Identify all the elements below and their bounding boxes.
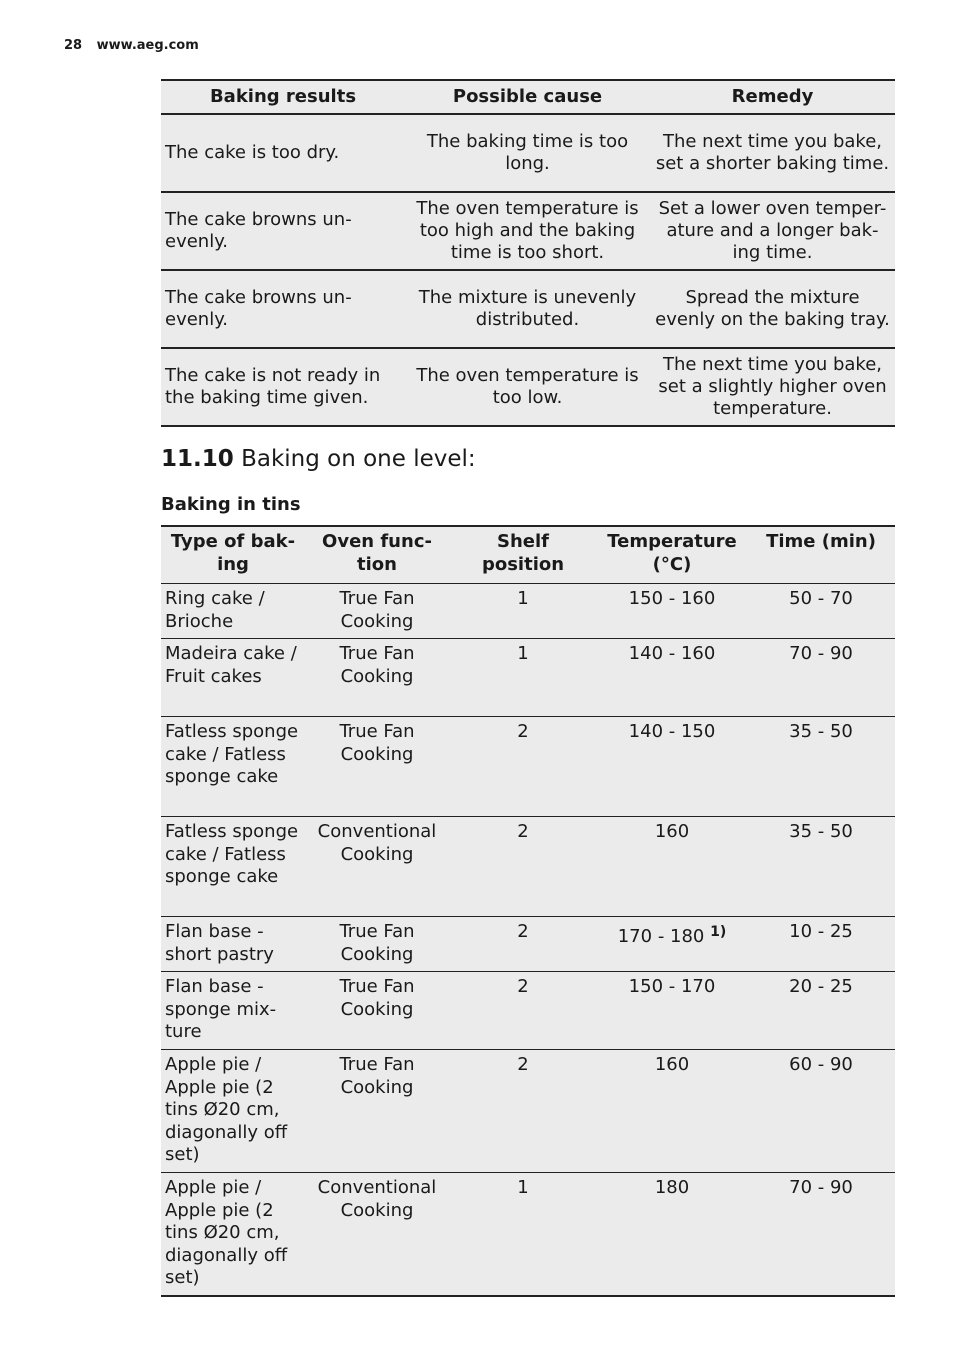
section-title: Baking on one level: bbox=[241, 446, 476, 472]
oven-function-cell: True Fan Cooking bbox=[305, 972, 449, 1050]
temperature-value: 140 - 150 bbox=[628, 721, 716, 742]
column-header: Type of bak-ing bbox=[161, 526, 305, 584]
baking-result-cell: The cake is too dry. bbox=[161, 114, 405, 192]
temperature-cell bbox=[597, 717, 747, 817]
table-header-row bbox=[161, 526, 895, 584]
table-row bbox=[161, 348, 895, 426]
table-header-row bbox=[161, 80, 895, 114]
subheading: Baking in tins bbox=[161, 494, 301, 515]
oven-function-cell: Conventional Cooking bbox=[305, 1173, 449, 1296]
temperature-value: 160 bbox=[654, 821, 690, 842]
table-row bbox=[161, 1050, 895, 1173]
table-row bbox=[161, 584, 895, 639]
table-row bbox=[161, 817, 895, 917]
column-header: Possible cause bbox=[405, 80, 650, 114]
table-row bbox=[161, 972, 895, 1050]
baking-type-cell: Apple pie / Apple pie (2 tins Ø20 cm, diagonally off set) bbox=[161, 1050, 305, 1173]
possible-cause-cell: The oven temperature is too high and the baking time is too short. bbox=[405, 192, 650, 270]
temperature-value: 160 bbox=[654, 1054, 690, 1075]
website-link[interactable]: www.aeg.com bbox=[96, 38, 199, 53]
baking-table bbox=[161, 525, 895, 1297]
column-header: Oven func-tion bbox=[305, 526, 449, 584]
shelf-position-cell: 2 bbox=[449, 817, 597, 917]
baking-result-cell: The cake browns un-evenly. bbox=[161, 192, 405, 270]
time-cell: 35 - 50 bbox=[747, 817, 895, 917]
table-row bbox=[161, 917, 895, 972]
temperature-cell bbox=[597, 1050, 747, 1173]
possible-cause-cell: The oven temperature is too low. bbox=[405, 348, 650, 426]
shelf-position-cell: 2 bbox=[449, 717, 597, 817]
baking-type-cell: Flan base - sponge mix-ture bbox=[161, 972, 305, 1050]
table-row bbox=[161, 1173, 895, 1296]
temperature-value: 140 - 160 bbox=[628, 643, 716, 664]
column-header: Remedy bbox=[650, 80, 895, 114]
column-header: Shelf position bbox=[449, 526, 597, 584]
time-cell: 35 - 50 bbox=[747, 717, 895, 817]
baking-type-cell: Madeira cake / Fruit cakes bbox=[161, 639, 305, 717]
shelf-position-cell: 1 bbox=[449, 639, 597, 717]
time-cell: 10 - 25 bbox=[747, 917, 895, 972]
baking-type-cell: Flan base - short pastry bbox=[161, 917, 305, 972]
remedy-cell: The next time you bake, set a slightly higher oven temperature. bbox=[650, 348, 895, 426]
time-cell: 20 - 25 bbox=[747, 972, 895, 1050]
baking-type-cell: Apple pie / Apple pie (2 tins Ø20 cm, diagonally off set) bbox=[161, 1173, 305, 1296]
temperature-cell bbox=[597, 917, 747, 972]
temperature-cell bbox=[597, 972, 747, 1050]
table-row bbox=[161, 270, 895, 348]
oven-function-cell: True Fan Cooking bbox=[305, 917, 449, 972]
baking-result-cell: The cake is not ready in the baking time given. bbox=[161, 348, 405, 426]
footnote-marker: 1) bbox=[710, 924, 727, 940]
possible-cause-cell: The mixture is unevenly distributed. bbox=[405, 270, 650, 348]
page-header bbox=[64, 38, 199, 53]
baking-type-cell: Fatless sponge cake / Fatless sponge cake bbox=[161, 817, 305, 917]
temperature-value: 170 - 180 bbox=[617, 926, 705, 947]
oven-function-cell: True Fan Cooking bbox=[305, 717, 449, 817]
table-row bbox=[161, 717, 895, 817]
section-number: 11.10 bbox=[161, 446, 234, 472]
time-cell: 70 - 90 bbox=[747, 1173, 895, 1296]
remedy-cell: Spread the mixture evenly on the baking tray. bbox=[650, 270, 895, 348]
shelf-position-cell: 2 bbox=[449, 917, 597, 972]
section-heading bbox=[161, 446, 476, 472]
temperature-cell bbox=[597, 639, 747, 717]
time-cell: 70 - 90 bbox=[747, 639, 895, 717]
baking-type-cell: Fatless sponge cake / Fatless sponge cake bbox=[161, 717, 305, 817]
shelf-position-cell: 1 bbox=[449, 1173, 597, 1296]
page-number: 28 bbox=[64, 38, 83, 53]
temperature-value: 180 bbox=[654, 1177, 690, 1198]
temperature-cell bbox=[597, 584, 747, 639]
possible-cause-cell: The baking time is too long. bbox=[405, 114, 650, 192]
time-cell: 50 - 70 bbox=[747, 584, 895, 639]
oven-function-cell: True Fan Cooking bbox=[305, 584, 449, 639]
column-header: Time (min) bbox=[747, 526, 895, 584]
table-row bbox=[161, 114, 895, 192]
table-row bbox=[161, 639, 895, 717]
oven-function-cell: True Fan Cooking bbox=[305, 1050, 449, 1173]
table-row bbox=[161, 192, 895, 270]
column-header: Temperature (°C) bbox=[597, 526, 747, 584]
troubleshooting-table bbox=[161, 79, 895, 427]
oven-function-cell: Conventional Cooking bbox=[305, 817, 449, 917]
remedy-cell: The next time you bake, set a shorter baking time. bbox=[650, 114, 895, 192]
remedy-cell: Set a lower oven temper-ature and a longer bak-ing time. bbox=[650, 192, 895, 270]
temperature-value: 150 - 170 bbox=[628, 976, 716, 997]
baking-type-cell: Ring cake / Brioche bbox=[161, 584, 305, 639]
temperature-cell bbox=[597, 817, 747, 917]
temperature-value: 150 - 160 bbox=[628, 588, 716, 609]
oven-function-cell: True Fan Cooking bbox=[305, 639, 449, 717]
shelf-position-cell: 2 bbox=[449, 972, 597, 1050]
time-cell: 60 - 90 bbox=[747, 1050, 895, 1173]
temperature-cell bbox=[597, 1173, 747, 1296]
shelf-position-cell: 2 bbox=[449, 1050, 597, 1173]
baking-result-cell: The cake browns un-evenly. bbox=[161, 270, 405, 348]
column-header: Baking results bbox=[161, 80, 405, 114]
shelf-position-cell: 1 bbox=[449, 584, 597, 639]
